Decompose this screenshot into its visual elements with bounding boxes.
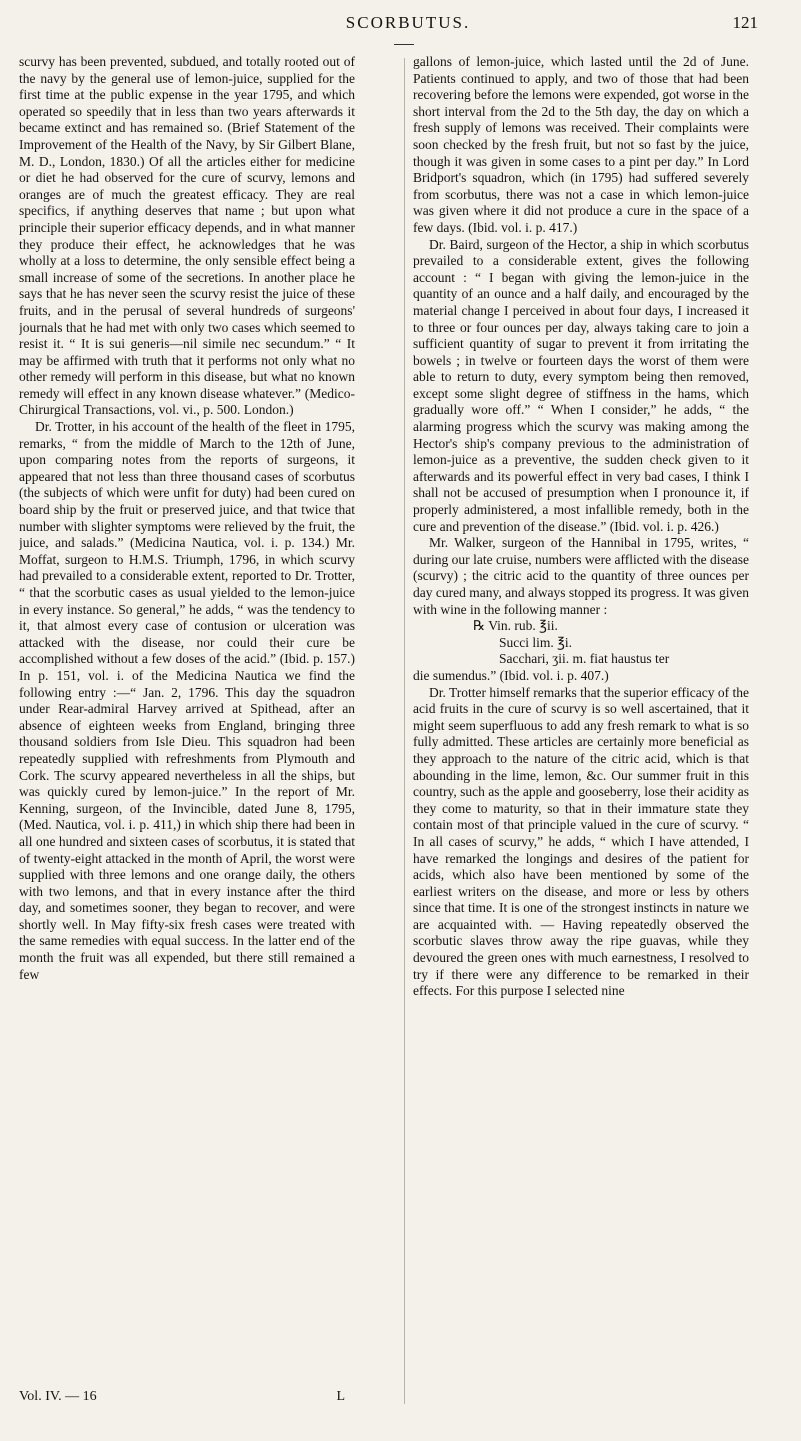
header-ornament-rule [394, 44, 414, 45]
left-column [19, 54, 355, 1389]
page-number: 121 [732, 13, 758, 32]
paragraph: Dr. Trotter, in his account of the health of the fleet in 1795, remarks, “ from the middle of March to the 12th of June, upon comparing notes from the reports of surgeons, it appeared that not less than three thousand cases of scorbutus (the subjects of which were unfit for duty) had been cured on board ship by the fruit or preserved juice, and that twice that number with slighter symptoms were relieved by the fruit, the juice, and salads.” (Medicina Nautica, vol. i. p. 134.) Mr. Moffat, surgeon to H.M.S. Triumph, 1796, in which scurvy had prevailed to a considerable extent, reported to Dr. Trotter, “ that the scorbutic cases as usual yielded to the lemon-juice in every instance. So general,” he adds, “ was the tendency to it, that almost every case of contusion or ulceration was attacked with the disease, nor could their cure be accomplished without a few doses of the acid.” (Ibid. p. 157.) In p. 151, vol. i. of the Medicina Nautica we find the following entry :—“ Jan. 2, 1796. This day the squadron under Rear-admiral Harvey arrived at Spithead, after an absence of eighteen weeks from England, bringing three thousand soldiers from Isle Dieu. This squadron had been repeatedly supplied with refreshments from Plymouth and Cork. The scurvy appeared nevertheless in all the ships, but was quickly cured by lemon-juice.” In the report of Mr. Kenning, surgeon, of the Invincible, dated June 8, 1795, (Med. Nautica, vol. i. p. 411,) in which ship there had been in all one hundred and sixteen cases of scorbutus, it is stated that of twenty-eight attacked in the month of April, the worst were supplied with three lemons and one orange daily, the others with two lemons, and that in every instance after the third day, and sometimes sooner, they began to recover, and were shortly well. In May fifty-six fresh cases were treated with the same remedies with equal success. In the latter end of the month the fruit was all expended, but there still remained a few [19, 419, 355, 982]
paragraph: Dr. Trotter himself remarks that the superior efficacy of the acid fruits in the cure of scurvy is so well ascertained, that it might seem superfluous to add any fresh remark to what is so fully admitted. These articles are certainly more beneficial as they approach to the nature of the citric acid, which is that abounding in the lime, lemon, &c. Our summer fruit in this country, such as the apple and gooseberry, lose their acidity as they come to maturity, so that in their immature state they contain most of that principle valued in the cure of scurvy. “ In all cases of scurvy,” he adds, “ which I have attended, I have remarked the longings and desires of the patient for acids, which also have been mentioned by some of the earliest writers on the disease, and more or less by others since that time. It is one of the strongest instincts in nature we are acquainted with. — Having repeatedly observed the scorbutic slaves throw away the ripe guavas, while they devoured the green ones with much earnestness, I resolved to try if there were any difference to be remarked in their effects. For this purpose I selected nine [413, 684, 749, 999]
paragraph: scurvy has been prevented, subdued, and totally rooted out of the navy by the general use of lemon-juice, supplied for the first time at the public expense in the year 1795, and which operated so speedily that in less than two years afterwards it became extinct and has remained so. (Brief Statement of the Improvement of the Health of the Navy, by Sir Gilbert Blane, M. D., London, 1830.) Of all the articles either for medicine or diet he had observed for the cure of scurvy, lemons and oranges are of much the greatest efficacy. They are real specifics, if anything deserves that name ; but upon what principle their superior efficacy depends, and in what manner they produce their effect, he acknowledges that he was wholly at a loss to determine, the only sensible effect being a small increase of some of the secretions. In another place he says that he has never seen the scurvy resist the juice of these fruits, and in the perusal of several hundreds of surgeons' journals that he had met with only two cases which seemed to resist it. “ It is sui generis—nil simile nec secundum.” “ It may be affirmed with truth that it performs not only what no other remedy will perform in this disease, but what no known remedy will effect in any known disease whatever.” (Medico-Chirurgical Transactions, vol. vi., p. 500. London.) [19, 54, 355, 418]
paragraph: Dr. Baird, surgeon of the Hector, a ship in which scorbutus prevailed to a considerable extent, gives the following account : “ I began with giving the lemon-juice in the quantity of an ounce and a half daily, and encouraged by the material change I perceived in about four days, I increased it to three or four ounces per day, always taking care to join a sufficient quantity of sugar to prevent it from irritating the bowels ; in twelve or fourteen days the worst of them were able to return to duty, every symptom being then removed, except some slight degree of stiffness in the hams, which gradually wore off.” “ When I consider,” he adds, “ the alarming progress which the scurvy was making among the Hector's ship's company previous to the administration of lemon-juice as a preventive, the sudden check given to it afterwards and its powerful effect in very bad cases, I think I shall not be accused of presumption when I pronounce it, if properly administered, a most infallible remedy, both in the cure and prevention of the disease.” (Ibid. vol. i. p. 426.) [413, 236, 749, 534]
prescription-line: Sacchari, ʒii. m. fiat haustus ter [499, 651, 670, 667]
running-title: SCORBUTUS. [345, 13, 471, 32]
page-footer [19, 1389, 355, 1407]
column-divider [404, 58, 405, 1404]
prescription-line: Succi lim. ℥i. [499, 634, 573, 650]
prescription-block [413, 618, 749, 668]
paragraph: die sumendus.” (Ibid. vol. i. p. 407.) [413, 667, 609, 683]
volume-signature: Vol. IV. — 16 [19, 1389, 97, 1404]
running-header [58, 13, 758, 39]
prescription-line: ℞ Vin. rub. ℥ii. [473, 618, 558, 634]
paragraph: Mr. Walker, surgeon of the Hannibal in 1795, writes, “ during our late cruise, numbers were afflicted with the disease (scurvy) ; the citric acid to the quantity of three ounces per day cured many, and always stopped its progress. It was given with wine in the following manner : [413, 535, 749, 617]
right-column [413, 54, 749, 1389]
signature-mark: L [336, 1389, 345, 1404]
paragraph: gallons of lemon-juice, which lasted until the 2d of June. Patients continued to apply, and two of those that had been recovering before the lemons were expended, got worse in the short interval from the 2d to the 5th day, the day on which a fresh supply of lemons was received. Their complaints were soon checked by the fresh fruit, but not so fast by the juice, though it was given in some cases to a pint per day.” In Lord Bridport's squadron, which (in 1795) had suffered severely from scorbutus, there was not a case in which lemon-juice was given where it did not produce a cure in the space of a few days. (Ibid. vol. i. p. 417.) [413, 54, 749, 235]
